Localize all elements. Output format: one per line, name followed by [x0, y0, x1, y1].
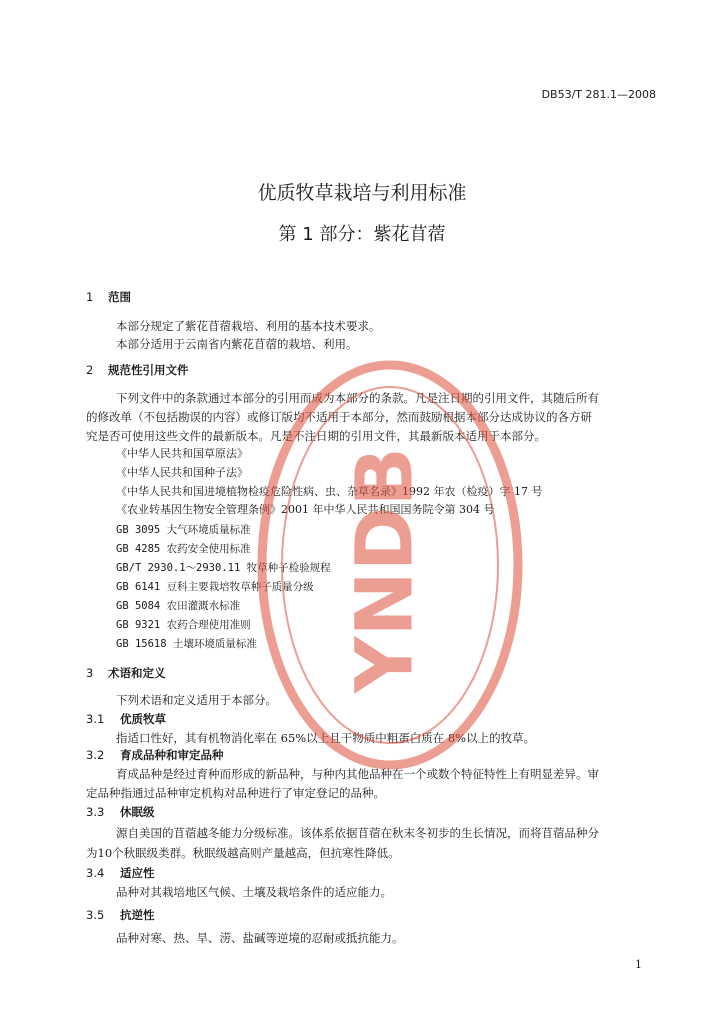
term-definition: 指适口性好，其有机物消化率在 65%以上且干物质中粗蛋白质在 8%以上的牧草。 — [116, 731, 536, 745]
term-definition: 品种对寒、热、旱、涝、盐碱等逆境的忍耐或抵抗能力。 — [116, 931, 404, 945]
reference-item: 《农业转基因生物安全管理条例》2001 年中华人民共和国国务院令第 304 号 — [116, 503, 495, 516]
reference-item: GB 4285 农药安全使用标准 — [116, 543, 251, 555]
term-heading — [86, 907, 155, 923]
reference-item: 《中华人民共和国种子法》 — [116, 466, 248, 479]
section-title: 规范性引用文件 — [108, 363, 189, 377]
term-title: 抗逆性 — [120, 908, 155, 922]
term-number: 3.3 — [86, 805, 105, 819]
reference-item: GB/T 2930.1～2930.11 牧草种子检验规程 — [116, 562, 331, 574]
term-definition-line: 为10个秋眠级类群。秋眠级越高则产量越高，但抗寒性降低。 — [86, 846, 400, 860]
term-title: 休眠级 — [120, 805, 155, 819]
reference-item: GB 15618 土壤环境质量标准 — [116, 638, 257, 650]
term-number: 3.4 — [86, 866, 105, 880]
reference-item: GB 9321 农药合理使用准则 — [116, 619, 251, 631]
section-number: 3 — [86, 666, 94, 680]
term-definition-line: 育成品种是经过育种而形成的新品种，与种内其他品种在一个或数个特征特性上有明显差异。审 — [116, 767, 599, 781]
section-3-heading — [86, 665, 166, 681]
term-number: 3.2 — [86, 748, 105, 762]
term-title: 育成品种和审定品种 — [120, 748, 224, 762]
reference-item: GB 3095 大气环境质量标准 — [116, 524, 251, 536]
section-1-heading — [86, 289, 131, 305]
document-subtitle: 第 1 部分：紫花苜蓿 — [278, 224, 446, 245]
section-number: 2 — [86, 363, 94, 377]
standard-number: DB53/T 281.1—2008 — [541, 88, 656, 101]
term-title: 优质牧草 — [120, 712, 167, 726]
term-definition: 品种对其栽培地区气候、土壤及栽培条件的适应能力。 — [116, 885, 392, 899]
term-number: 3.5 — [86, 908, 105, 922]
term-heading — [86, 747, 224, 763]
document-title: 优质牧草栽培与利用标准 — [257, 182, 467, 204]
seal-logo-text: YNDB — [340, 447, 431, 693]
term-definition-line: 定品种指通过品种审定机构对品种进行了审定登记的品种。 — [86, 786, 385, 800]
term-heading — [86, 711, 166, 727]
section-title: 范围 — [108, 290, 132, 304]
section-title: 术语和定义 — [108, 666, 166, 680]
section-number: 1 — [86, 290, 94, 304]
term-definition-line: 源自美国的苜蓿越冬能力分级标准。该体系依据苜蓿在秋末冬初步的生长情况，而将苜蓿品种分 — [116, 826, 599, 840]
paragraph: 本部分适用于云南省内紫花苜蓿的栽培、利用。 — [116, 337, 358, 351]
term-heading — [86, 865, 155, 881]
reference-item: GB 5084 农田灌溉水标准 — [116, 600, 241, 612]
paragraph: 本部分规定了紫花苜蓿栽培、利用的基本技术要求。 — [116, 319, 381, 333]
reference-item: 《中华人民共和国草原法》 — [116, 447, 248, 460]
section-2-heading — [86, 362, 189, 378]
page-number: 1 — [635, 958, 642, 971]
paragraph-line: 的修改单（不包括勘误的内容）或修订版均不适用于本部分，然而鼓励根据本部分达成协议的各方研 — [86, 410, 592, 424]
paragraph: 下列术语和定义适用于本部分。 — [116, 693, 277, 707]
reference-item: 《中华人民共和国进境植物检疫危险性病、虫、杂草名录》1992 年农（检疫）字 17 号 — [116, 485, 543, 498]
reference-item: GB 6141 豆科主要栽培牧草种子质量分级 — [116, 581, 314, 593]
paragraph-line: 究是否可使用这些文件的最新版本。凡是不注日期的引用文件，其最新版本适用于本部分。 — [86, 429, 546, 443]
term-title: 适应性 — [120, 866, 155, 880]
term-number: 3.1 — [86, 712, 105, 726]
paragraph-line: 下列文件中的条款通过本部分的引用而成为本部分的条款。凡是注日期的引用文件，其随后所有 — [116, 391, 599, 405]
term-heading — [86, 804, 155, 820]
